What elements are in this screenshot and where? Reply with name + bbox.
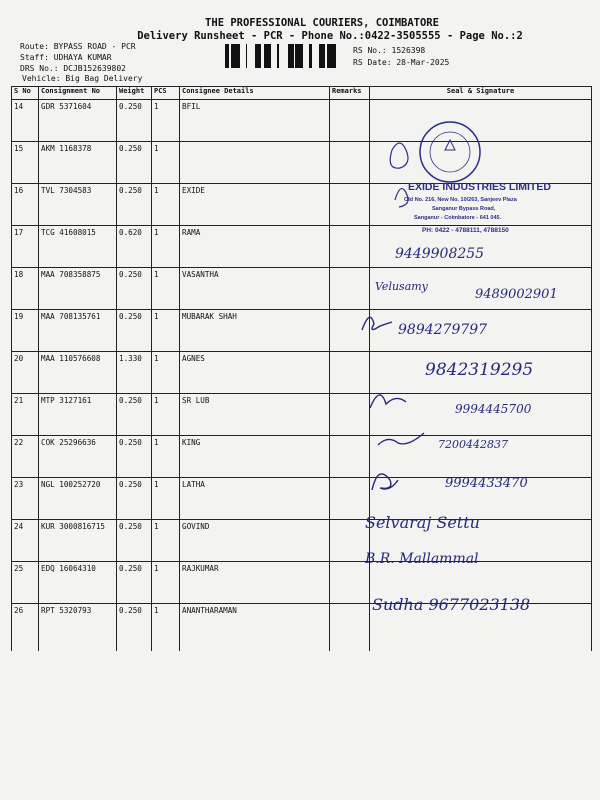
rs-date: RS Date: 28-Mar-2025 xyxy=(353,58,450,67)
cell-weight: 0.250 xyxy=(117,604,152,652)
cell-sno: 17 xyxy=(12,226,39,268)
sig-row23-mark xyxy=(372,474,398,490)
cell-sno: 19 xyxy=(12,310,39,352)
cell-pcs: 1 xyxy=(152,562,180,604)
col-sno: S No xyxy=(12,87,39,100)
cell-consignee: LATHA xyxy=(180,478,330,520)
cell-consignment-no: GDR 5371604 xyxy=(39,100,117,142)
cell-pcs: 1 xyxy=(152,142,180,184)
drs-number: DRS No.: DCJB152639802 xyxy=(20,64,126,73)
cell-sno: 22 xyxy=(12,436,39,478)
sig-row17: 9449908255 xyxy=(395,246,485,262)
col-weight: Weight xyxy=(117,87,152,100)
cell-pcs: 1 xyxy=(152,310,180,352)
cell-consignee: MUBARAK SHAH xyxy=(180,310,330,352)
cell-weight: 1.330 xyxy=(117,352,152,394)
cell-consignment-no: TCG 41608015 xyxy=(39,226,117,268)
sig-row25: B.R. Mallammal xyxy=(365,551,479,567)
sig-row21: 9994445700 xyxy=(455,402,532,416)
sig-row22-mark xyxy=(378,433,424,445)
col-remarks: Remarks xyxy=(330,87,370,100)
cell-consignee: GOVIND xyxy=(180,520,330,562)
cell-pcs: 1 xyxy=(152,352,180,394)
cell-consignee: VASANTHA xyxy=(180,268,330,310)
stamp-address1: Old No. 216, New No. 10/263, Sanjeev Plaza xyxy=(404,197,517,203)
cell-sno: 16 xyxy=(12,184,39,226)
cell-pcs: 1 xyxy=(152,100,180,142)
cell-consignment-no: MTP 3127161 xyxy=(39,394,117,436)
cell-consignee: AGNES xyxy=(180,352,330,394)
sig-row23: 9994433470 xyxy=(445,476,528,491)
cell-sno: 21 xyxy=(12,394,39,436)
cell-weight: 0.250 xyxy=(117,142,152,184)
cell-sno: 23 xyxy=(12,478,39,520)
cell-pcs: 1 xyxy=(152,226,180,268)
cell-weight: 0.620 xyxy=(117,226,152,268)
cell-pcs: 1 xyxy=(152,478,180,520)
cell-weight: 0.250 xyxy=(117,100,152,142)
cell-consignee: KING xyxy=(180,436,330,478)
sig-row18-name: Velusamy xyxy=(375,280,428,293)
cell-consignee: RAMA xyxy=(180,226,330,268)
cell-sno: 14 xyxy=(12,100,39,142)
sig-row20: 9842319295 xyxy=(425,360,534,380)
sig-row19: 9894279797 xyxy=(398,322,488,338)
cell-weight: 0.250 xyxy=(117,184,152,226)
cell-weight: 0.250 xyxy=(117,310,152,352)
cell-consignee: ANANTHARAMAN xyxy=(180,604,330,652)
sig-row19-mark xyxy=(362,317,392,330)
runsheet-subtitle: Delivery Runsheet - PCR - Phone No.:0422-3505555 - Page No.:2 xyxy=(137,30,523,42)
rs-number: RS No.: 1526398 xyxy=(353,46,426,55)
cell-consignment-no: EDQ 16064310 xyxy=(39,562,117,604)
cell-consignment-no: KUR 3000816715 xyxy=(39,520,117,562)
cell-consignment-no: MAA 708135761 xyxy=(39,310,117,352)
cell-sno: 26 xyxy=(12,604,39,652)
stamp-company: EXIDE INDUSTRIES LIMITED xyxy=(408,181,551,193)
cell-pcs: 1 xyxy=(152,184,180,226)
cell-consignment-no: RPT 5320793 xyxy=(39,604,117,652)
cell-consignment-no: MAA 708358875 xyxy=(39,268,117,310)
stamp-phone: PH: 0422 - 4788111, 4788150 xyxy=(422,227,509,234)
col-pcs: PCS xyxy=(152,87,180,100)
cell-pcs: 1 xyxy=(152,436,180,478)
cell-pcs: 1 xyxy=(152,520,180,562)
cell-weight: 0.250 xyxy=(117,436,152,478)
cell-consignee: BFIL xyxy=(180,100,330,142)
cell-pcs: 1 xyxy=(152,394,180,436)
bfil-seal xyxy=(390,122,480,207)
sig-row26: Sudha 9677023138 xyxy=(372,595,531,614)
cell-weight: 0.250 xyxy=(117,394,152,436)
cell-consignment-no: COK 25296636 xyxy=(39,436,117,478)
cell-consignment-no: AKM 1168378 xyxy=(39,142,117,184)
sig-row21-mark xyxy=(370,395,406,408)
staff-label: Staff: UDHAYA KUMAR xyxy=(20,53,112,62)
cell-weight: 0.250 xyxy=(117,520,152,562)
cell-weight: 0.250 xyxy=(117,562,152,604)
sig-row22: 7200442837 xyxy=(438,438,508,451)
col-consignment: Consignment No xyxy=(39,87,117,100)
stamp-address3: Sanganur - Coimbatore - 641 045. xyxy=(414,215,502,221)
company-title: THE PROFESSIONAL COURIERS, COIMBATORE xyxy=(205,17,439,29)
cell-consignee: RAJKUMAR xyxy=(180,562,330,604)
cell-sno: 15 xyxy=(12,142,39,184)
col-consignee: Consignee Details xyxy=(180,87,330,100)
cell-consignment-no: MAA 110576608 xyxy=(39,352,117,394)
col-signature: Seal & Signature xyxy=(370,87,592,100)
handwritten-entries xyxy=(362,246,558,614)
vehicle-label: Vehicle: Big Bag Delivery xyxy=(22,74,143,83)
cell-sno: 25 xyxy=(12,562,39,604)
cell-consignee: SR LUB xyxy=(180,394,330,436)
cell-consignee: EXIDE xyxy=(180,184,330,226)
route-label: Route: BYPASS ROAD - PCR xyxy=(20,42,136,51)
exide-stamp xyxy=(404,181,551,234)
cell-consignment-no: NGL 100252720 xyxy=(39,478,117,520)
sig-row24: Selvaraj Settu xyxy=(365,513,480,532)
stamp-address2: Sanganur Bypass Road, xyxy=(432,206,496,212)
cell-consignment-no: TVL 7304583 xyxy=(39,184,117,226)
cell-pcs: 1 xyxy=(152,604,180,652)
cell-pcs: 1 xyxy=(152,268,180,310)
cell-sno: 20 xyxy=(12,352,39,394)
cell-sno: 18 xyxy=(12,268,39,310)
cell-sno: 24 xyxy=(12,520,39,562)
cell-weight: 0.250 xyxy=(117,268,152,310)
sig-row18-phone: 9489002901 xyxy=(475,287,558,302)
cell-weight: 0.250 xyxy=(117,478,152,520)
